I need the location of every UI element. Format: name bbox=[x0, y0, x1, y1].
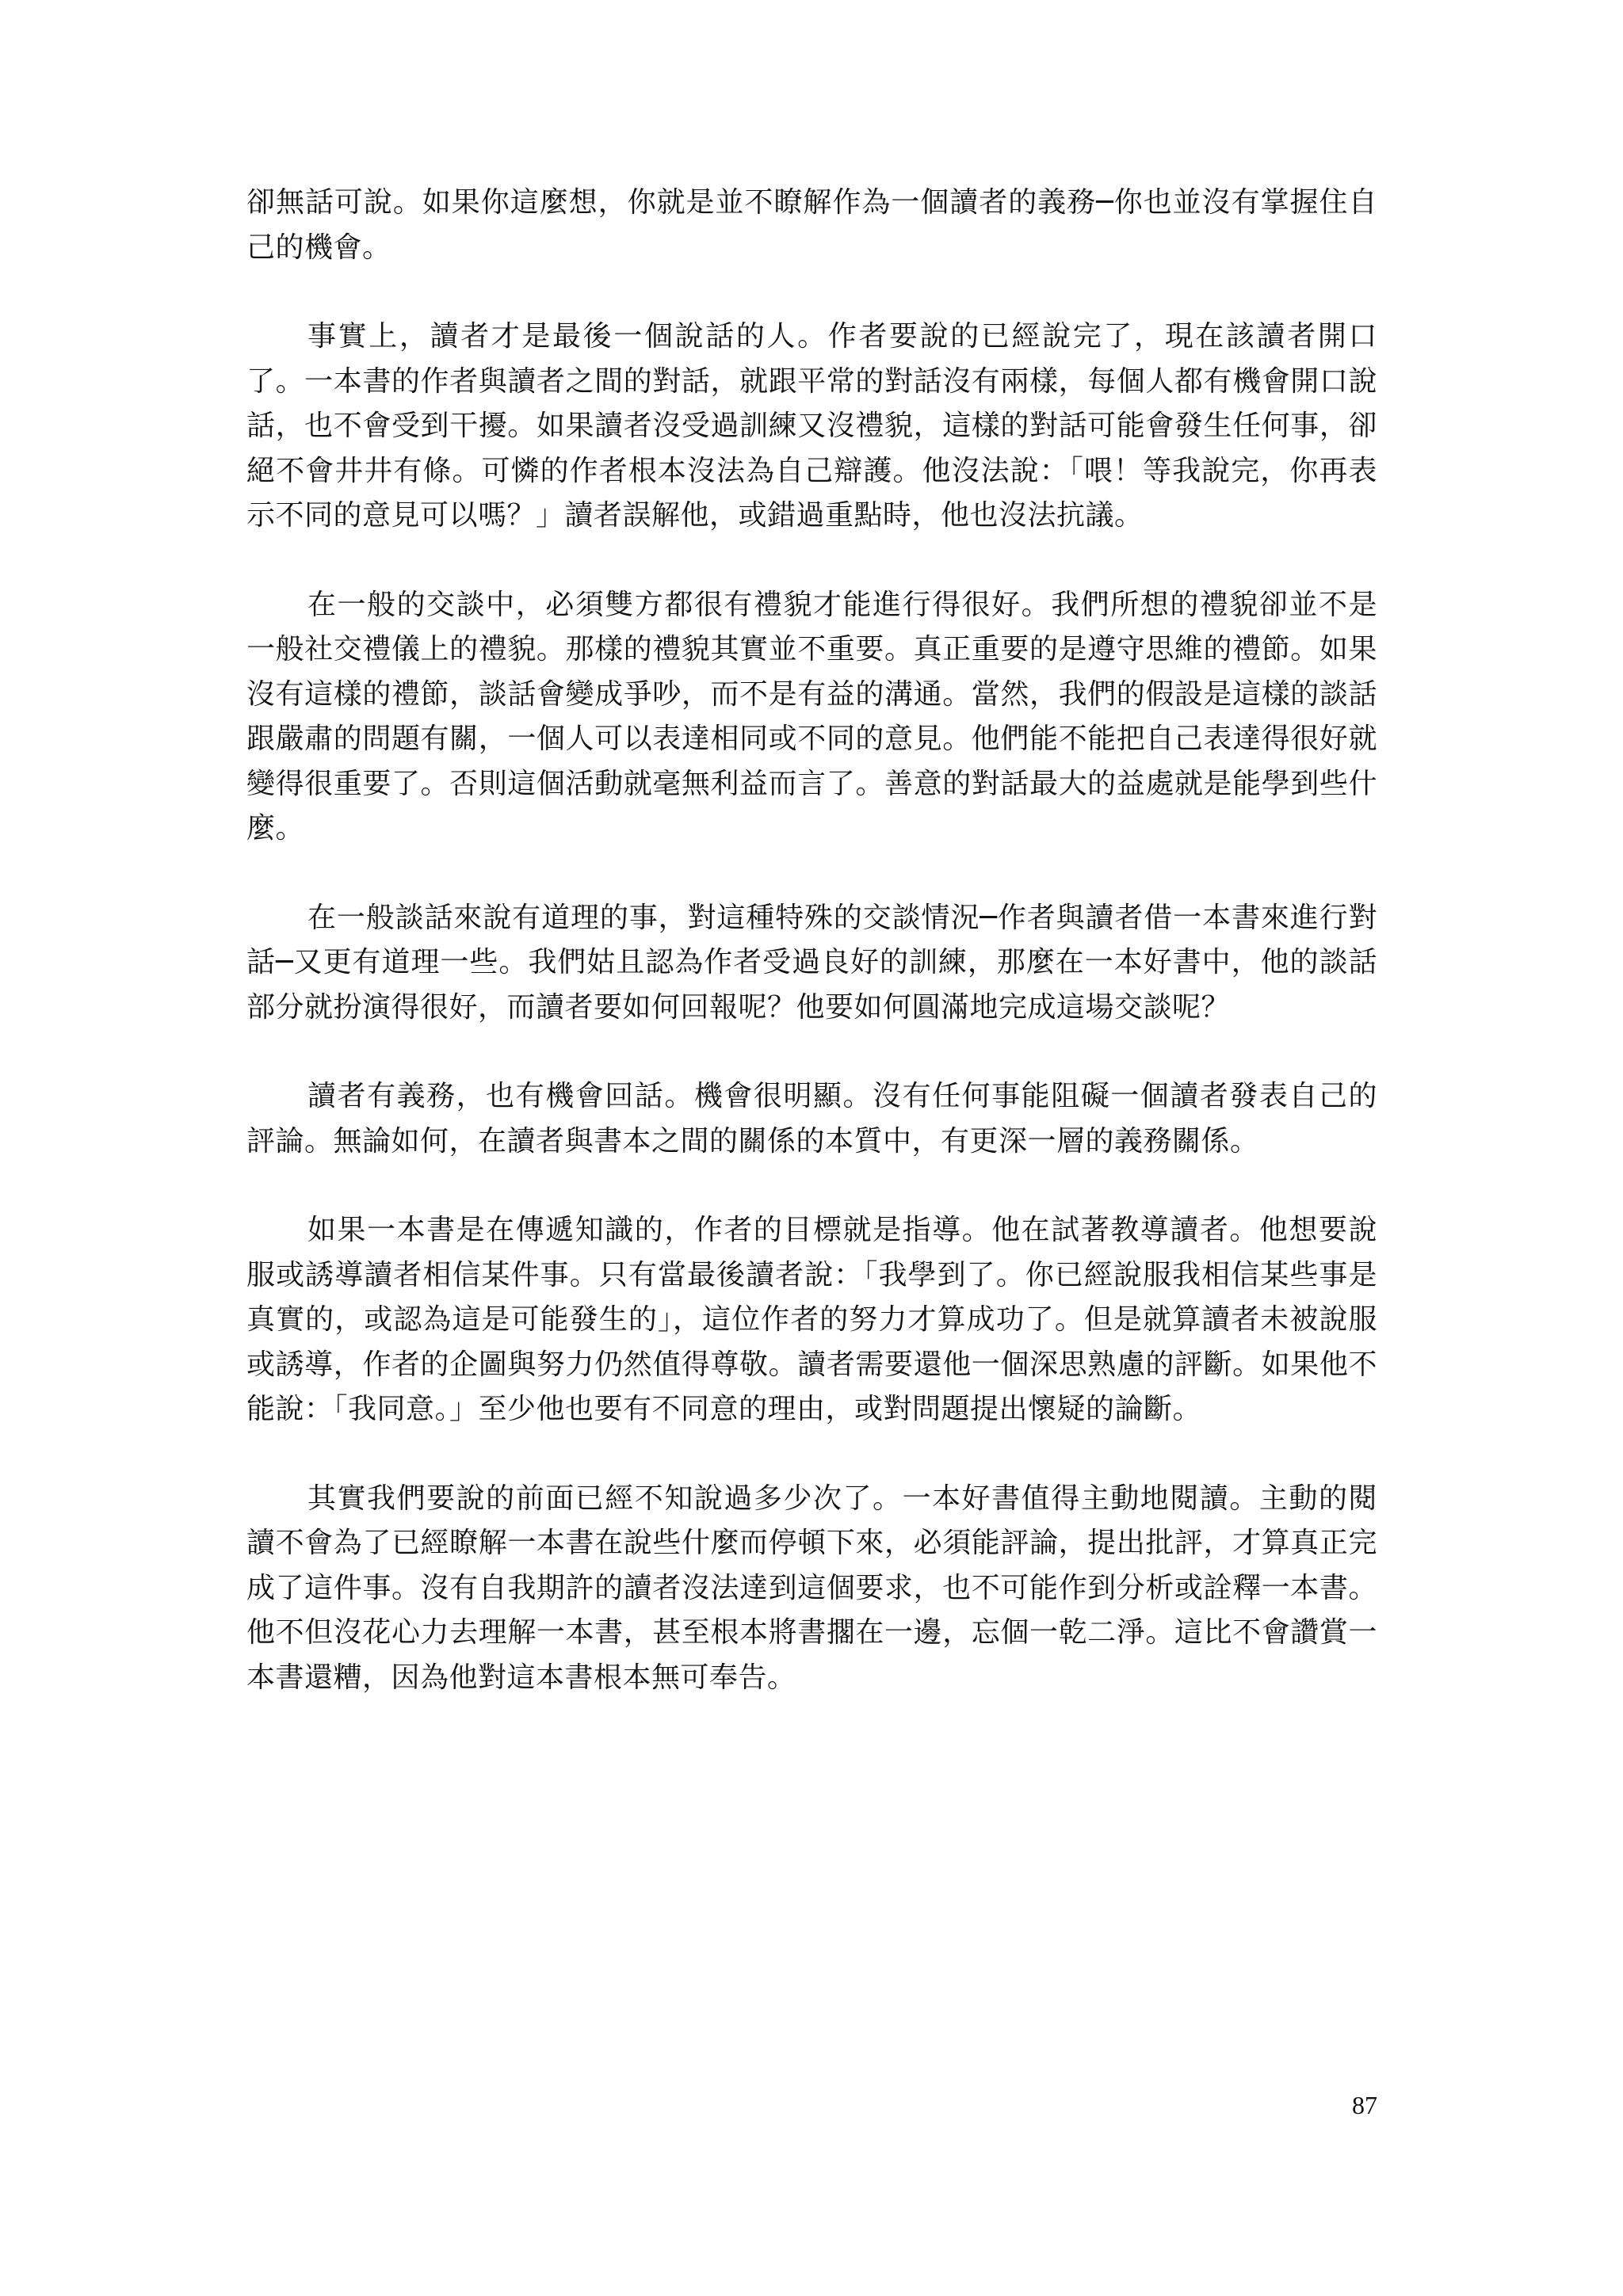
paragraph: 在一般的交談中，必須雙方都很有禮貌才能進行得很好。我們所想的禮貌卻並不是一般社交禮儀上的禮貌。那樣的禮貌其實並不重要。真正重要的是遵守思維的禮節。如果沒有這樣的禮節，談話會變成爭吵，而不是有益的溝通。當然，我們的假設是這樣的談話跟嚴肅的問題有關，一個人可以表達相同或不同的意見。他們能不能把自己表達得很好就變得很重要了。否則這個活動就毫無利益而言了。善意的對話最大的益處就是能學到些什麼。 bbox=[246, 588, 1377, 845]
paragraph: 讀者有義務，也有機會回話。機會很明顯。沒有任何事能阻礙一個讀者發表自己的評論。無論如何，在讀者與書本之間的關係的本質中，有更深一層的義務關係。 bbox=[246, 1080, 1377, 1158]
paragraph: 其實我們要說的前面已經不知說過多少次了。一本好書值得主動地閱讀。主動的閱讀不會為了已經瞭解一本書在說些什麼而停頓下來，必須能評論，提出批評，才算真正完成了這件事。沒有自我期許的讀者沒法達到這個要求，也不可能作到分析或詮釋一本書。他不但沒花心力去理解一本書，甚至根本將書擱在一邊，忘個一乾二淨。這比不會讚賞一本書還糟，因為他對這本書根本無可奉告。 bbox=[246, 1482, 1377, 1694]
paragraph: 事實上，讀者才是最後一個說話的人。作者要說的已經說完了，現在該讀者開口了。一本書的作者與讀者之間的對話，就跟平常的對話沒有兩樣，每個人都有機會開口說話，也不會受到干擾。如果讀者沒受過訓練又沒禮貌，這樣的對話可能會發生任何事，卻絕不會井井有條。可憐的作者根本沒法為自己辯護。他沒法說：「喂！等我說完，你再表示不同的意見可以嗎？」讀者誤解他，或錯過重點時，他也沒法抗議。 bbox=[246, 320, 1377, 532]
page-body bbox=[246, 181, 1377, 1745]
paragraph: 如果一本書是在傳遞知識的，作者的目標就是指導。他在試著教導讀者。他想要說服或誘導讀者相信某件事。只有當最後讀者說：「我學到了。你已經說服我相信某些事是真實的，或認為這是可能發生的」，這位作者的努力才算成功了。但是就算讀者未被說服或誘導，作者的企圖與努力仍然值得尊敬。讀者需要還他一個深思熟慮的評斷。如果他不能說：「我同意。」至少他也要有不同意的理由，或對問題提出懷疑的論斷。 bbox=[246, 1214, 1377, 1425]
paragraph: 在一般談話來說有道理的事，對這種特殊的交談情況─作者與讀者借一本書來進行對話─又更有道理一些。我們姑且認為作者受過良好的訓練，那麼在一本好書中，他的談話部分就扮演得很好，而讀者要如何回報呢？他要如何圓滿地完成這場交談呢？ bbox=[246, 901, 1377, 1024]
page-number: 87 bbox=[1352, 2091, 1377, 2119]
paragraph-continuation: 卻無話可說。如果你這麼想，你就是並不瞭解作為一個讀者的義務─你也並沒有掌握住自己的機會。 bbox=[246, 186, 1377, 264]
